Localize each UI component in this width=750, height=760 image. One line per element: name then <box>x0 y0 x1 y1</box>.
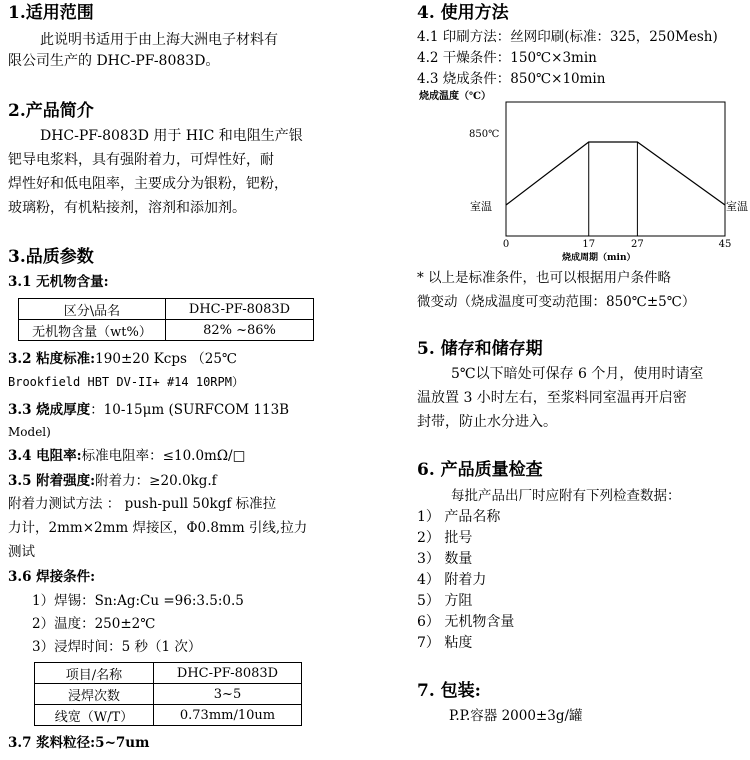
section-3-5-line-1: 附着力测试方法 ： push-pull 50kgf 标准拉 <box>8 496 277 512</box>
section-3-title: 3.品质参数 <box>8 247 94 267</box>
section-3-2 <box>8 349 237 369</box>
section-2-line-1: DHC-PF-8083D 用于 HIC 和电阻生产银 <box>40 128 303 144</box>
section-6-title: 6. 产品质量检查 <box>417 460 543 480</box>
section-2-line-2: 钯导电浆料，具有强附着力，可焊性好，耐 <box>8 152 274 168</box>
xtick-label: 17 <box>582 239 596 250</box>
check-item: 5） 方阻 <box>417 593 473 609</box>
table-cell: 82% ~86% <box>166 320 314 341</box>
xtick-label: 27 <box>631 239 644 250</box>
section-1-title: 1.适用范围 <box>8 3 94 23</box>
section-4-line: 4.2 干燥条件：150℃×3min <box>417 50 597 66</box>
section-5-line: 5℃以下暗处可保存 6 个月，使用时请室 <box>451 366 704 382</box>
section-3-7-label: 3.7 浆料粒径: <box>8 735 96 751</box>
section-3-5-line-2: 力计，2mm×2mm 焊接区，Φ0.8mm 引线,拉力 <box>8 520 308 536</box>
chart-ylabel: 烧成温度（℃） <box>419 91 491 102</box>
section-3-4 <box>8 446 245 466</box>
section-3-2-value: 190±20 Kcps （25℃ <box>95 351 238 367</box>
section-3-3 <box>8 400 289 420</box>
section-3-7-value: 5~7um <box>95 735 150 751</box>
table-cell: 0.73mm/10um <box>154 705 302 726</box>
section-3-3-line-2: Model) <box>8 425 51 439</box>
section-3-2-label: 3.2 粘度标准: <box>8 351 96 367</box>
table-cell: 线宽（W/T） <box>35 705 154 726</box>
ytick-room: 室温 <box>470 200 492 213</box>
section-4-line: 4.3 烧成条件：850℃×10min <box>417 71 606 87</box>
table-header-cell: DHC-PF-8083D <box>154 663 302 684</box>
section-3-6-item: 3）浸焊时间：5 秒（1 次） <box>32 639 202 655</box>
section-6-intro: 每批产品出厂时应附有下列检查数据： <box>451 488 681 504</box>
chart-xlabel: 烧成周期（min） <box>562 253 636 262</box>
section-4-title: 4. 使用方法 <box>417 3 509 23</box>
xtick-label: 45 <box>718 239 732 250</box>
section-2-line-4: 玻璃粉，有机粘接剂，溶剂和添加剂。 <box>8 200 246 216</box>
section-3-4-value: 标准电阻率：≤10.0mΩ/□ <box>81 448 246 464</box>
packaging-line: P.P.容器 2000±3g/罐 <box>449 708 583 724</box>
chart-frame <box>506 102 725 236</box>
section-2-title: 2.产品简介 <box>8 101 94 121</box>
section-5-line: 封带，防止水分进入。 <box>417 414 557 430</box>
section-3-6-item: 1）焊锡：Sn:Ag:Cu =96:3.5:0.5 <box>32 593 244 609</box>
firing-profile-chart <box>417 88 749 262</box>
section-1-line-2: 限公司生产的 DHC-PF-8083D。 <box>8 53 220 69</box>
section-3-6-item: 2）温度：250±2℃ <box>32 616 156 632</box>
check-item: 4） 附着力 <box>417 572 487 588</box>
check-item: 6） 无机物含量 <box>417 614 515 630</box>
section-3-2-line-2: Brookfield HBT DV-II+ #14 10RPM） <box>8 375 244 389</box>
check-item: 7） 粘度 <box>417 635 473 651</box>
table-cell: 浸焊次数 <box>35 684 154 705</box>
table-header-cell: 区分\品名 <box>19 299 166 320</box>
section-3-5 <box>8 471 217 491</box>
note-line-1: * 以上是标准条件，也可以根据用户条件略 <box>417 270 672 286</box>
section-3-3-label: 3.3 烧成厚度 <box>8 402 91 418</box>
table-cell: 3~5 <box>154 684 302 705</box>
check-item: 2） 批号 <box>417 530 473 546</box>
section-4-line: 4.1 印刷方法：丝网印刷(标准：325，250Mesh) <box>417 29 718 45</box>
section-3-6-label: 3.6 焊接条件: <box>8 569 96 585</box>
section-2-line-3: 焊性好和低电阻率，主要成分为银粉，钯粉， <box>8 176 288 192</box>
section-1-line-1: 此说明书适用于由上海大洲电子材料有 <box>40 32 278 48</box>
profile-series-line <box>506 142 725 205</box>
table-cell: 无机物含量（wt%） <box>19 320 166 341</box>
note-line-2: 微变动（烧成温度可变动范围：850℃±5℃） <box>417 294 696 310</box>
section-3-5-line-3: 测试 <box>8 544 35 560</box>
section-3-3-value: ：10-15μm (SURFCOM 113B <box>90 402 290 418</box>
right-room-label: 室温 <box>726 200 748 213</box>
section-3-5-label: 3.5 附着强度: <box>8 473 96 489</box>
section-5-line: 温放置 3 小时左右，至浆料同室温再开启密 <box>417 390 687 406</box>
section-7-title: 7. 包装: <box>417 681 481 701</box>
inorganic-content-table <box>18 298 314 341</box>
check-item: 3） 数量 <box>417 551 473 567</box>
table-header-cell: 项目/名称 <box>35 663 154 684</box>
soldering-table <box>34 662 302 726</box>
table-header-cell: DHC-PF-8083D <box>166 299 314 320</box>
ytick-850: 850℃ <box>469 129 500 140</box>
section-5-title: 5. 储存和储存期 <box>417 339 543 359</box>
section-3-1-label: 3.1 无机物含量: <box>8 274 109 290</box>
section-3-5-value: 附着力：≥20.0kg.f <box>95 473 217 489</box>
section-3-4-label: 3.4 电阻率: <box>8 448 82 464</box>
section-3-7 <box>8 733 149 753</box>
xtick-label: 0 <box>502 239 510 250</box>
check-item: 1） 产品名称 <box>417 509 501 525</box>
